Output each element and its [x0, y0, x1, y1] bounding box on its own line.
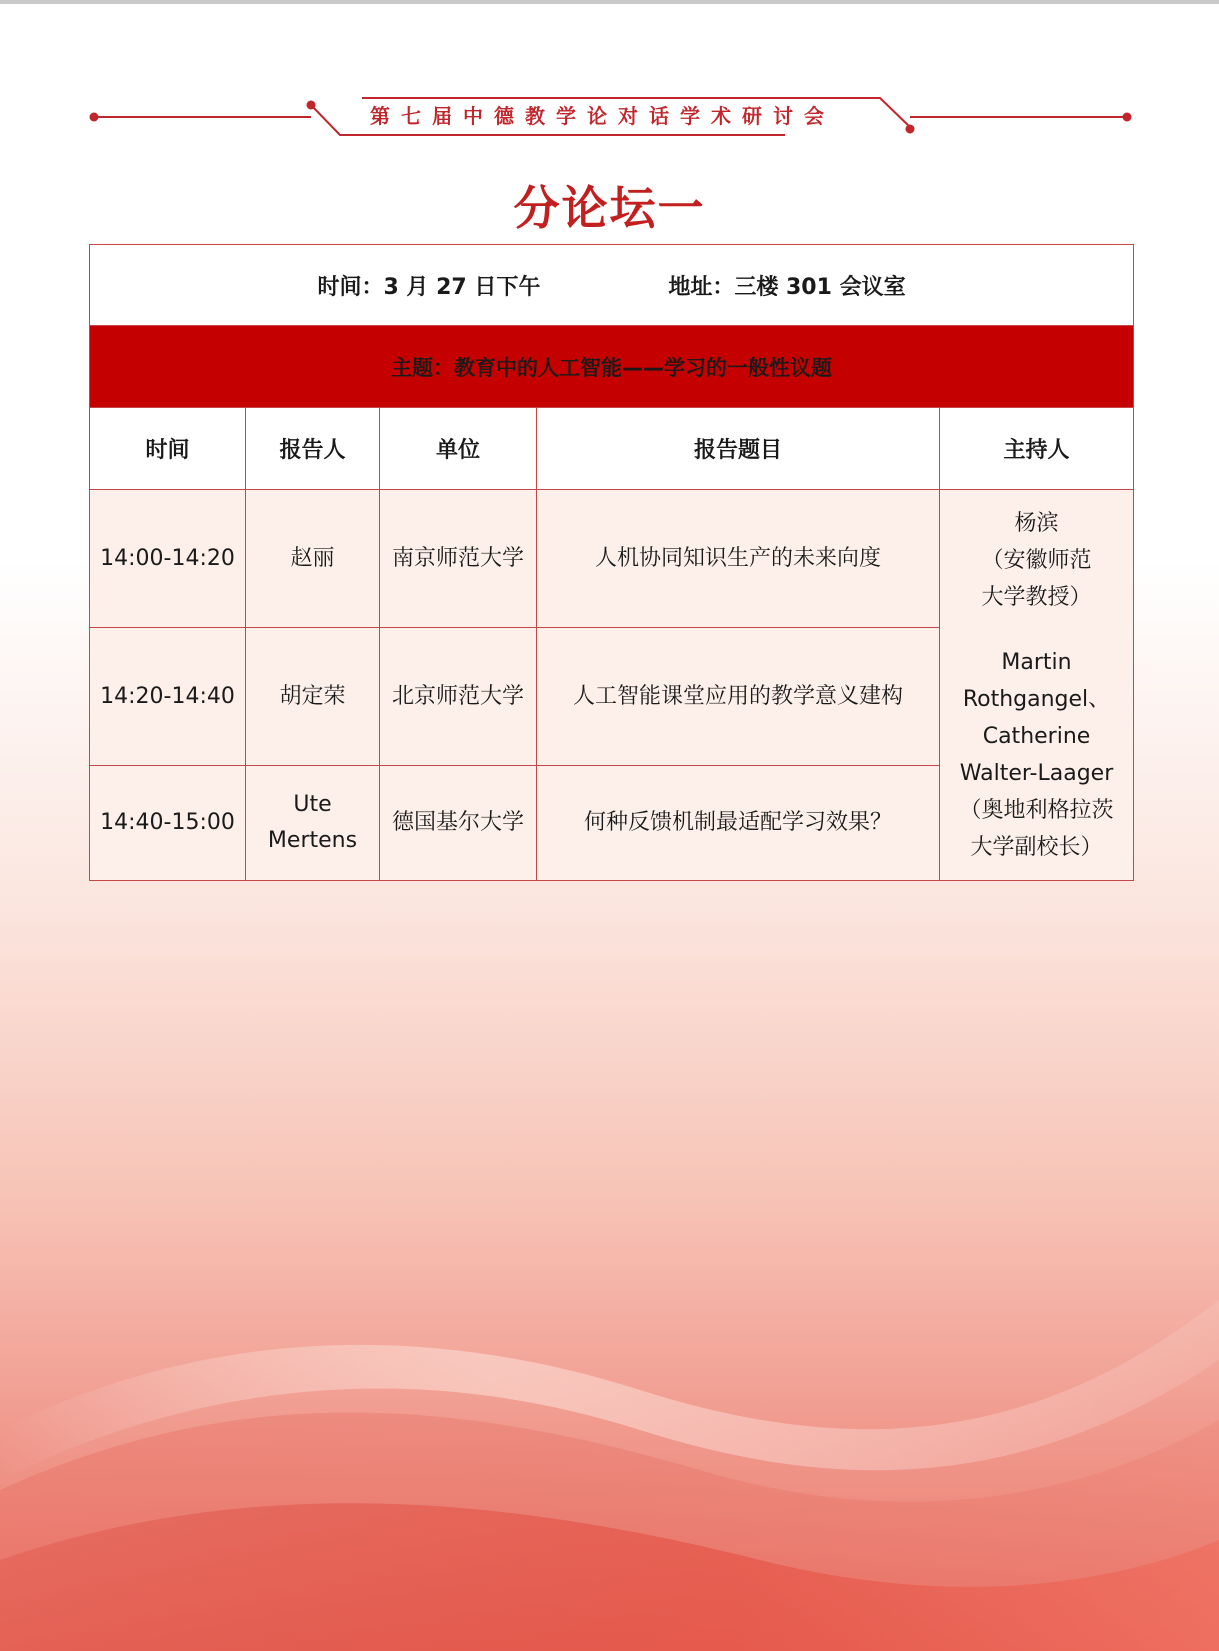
host2-name-line2: Rothgangel、 — [962, 686, 1111, 712]
column-header-host: 主持人 — [940, 408, 1134, 490]
cell-time: 14:20-14:40 — [90, 628, 246, 766]
info-row — [90, 245, 1134, 326]
forum-title: 分论坛一 — [513, 181, 706, 235]
host2-title-line2: 大学副校长） — [970, 834, 1103, 860]
table-header-row — [90, 408, 1134, 490]
cell-time: 14:40-15:00 — [90, 766, 246, 881]
session-place: 地址：三楼 301 会议室 — [668, 274, 906, 300]
host1-title-line2: 大学教授） — [981, 584, 1092, 610]
cell-topic: 人工智能课堂应用的教学意义建构 — [537, 628, 940, 766]
column-header-time: 时间 — [90, 408, 246, 490]
host2-name-line1: Martin — [1001, 649, 1072, 675]
theme-banner: 主题：教育中的人工智能——学习的一般性议题 — [90, 326, 1134, 408]
cell-unit: 北京师范大学 — [380, 628, 537, 766]
cell-speaker — [246, 766, 380, 881]
cell-speaker: 赵丽 — [246, 490, 380, 628]
cell-unit: 南京师范大学 — [380, 490, 537, 628]
host2-name-line4: Walter-Laager — [959, 760, 1114, 786]
speaker-line1: Ute — [293, 792, 332, 817]
cell-hosts — [940, 490, 1134, 881]
table-row — [90, 490, 1134, 628]
theme-row — [90, 326, 1134, 408]
cell-time: 14:00-14:20 — [90, 490, 246, 628]
cell-speaker: 胡定荣 — [246, 628, 380, 766]
cell-topic: 人机协同知识生产的未来向度 — [537, 490, 940, 628]
column-header-speaker: 报告人 — [246, 408, 380, 490]
cell-unit: 德国基尔大学 — [380, 766, 537, 881]
schedule-table — [89, 244, 1134, 881]
host2-name-line3: Catherine — [982, 723, 1091, 749]
info-cell — [90, 245, 1134, 326]
column-header-unit: 单位 — [380, 408, 537, 490]
cell-topic: 何种反馈机制最适配学习效果？ — [537, 766, 940, 881]
session-time: 时间：3 月 27 日下午 — [317, 274, 541, 300]
host1-title-line1: （安徽师范 — [981, 547, 1092, 573]
host2-title-line1: （奥地利格拉茨 — [959, 797, 1114, 823]
conference-title: 第七届中德教学论对话学术研讨会 — [370, 104, 835, 128]
host1-name: 杨滨 — [1014, 510, 1059, 536]
column-header-topic: 报告题目 — [537, 408, 940, 490]
speaker-line2: Mertens — [267, 828, 358, 853]
host-spacer — [944, 616, 1129, 644]
